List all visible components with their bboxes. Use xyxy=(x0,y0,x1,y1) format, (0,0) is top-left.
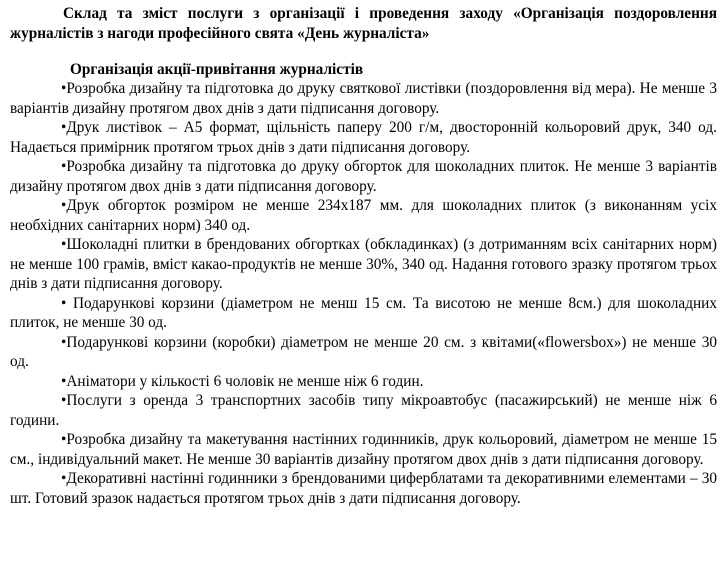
bullet-icon: • xyxy=(61,372,67,390)
list-item xyxy=(10,235,717,294)
bullet-icon: • xyxy=(61,119,67,136)
bullet-icon: • xyxy=(61,197,67,214)
list-item-text: Розробка дизайну та підготовка до друку святкової листівки (поздоровлення від мера). Не менше 3 варіантів дизайну протягом двох днів з дати підписання договору. xyxy=(10,80,717,117)
list-item-text: Послуги з оренда 3 транспортних засобів типу мікроавтобус (пасажирський) не менше ніж 6 години. xyxy=(10,392,717,429)
list-item-text: Друк листівок – А5 формат, щільність паперу 200 г/м, двосторонній кольоровий друк, 340 од. Надається примірник протягом трьох днів з дати підписання договору. xyxy=(10,119,717,156)
bullet-icon: • xyxy=(61,333,67,351)
list-item xyxy=(10,79,717,118)
list-item-text: Шоколадні плитки в брендованих обгортках (обкладинках) (з дотриманням всіх санітарних норм) не менше 100 грамів, вміст какао-продуктів не менше 30%, 340 од. Надання готового зразку протягом трьох днів з дати підписання договору. xyxy=(10,236,717,292)
list-item-text: Друк обгорток розміром не менше 234х187 мм. для шоколадних плиток (з виконанням усіх необхідних санітарних норм) 340 од. xyxy=(10,197,717,234)
list-item-text: Розробка дизайну та підготовка до друку обгорток для шоколадних плиток. Не менше 3 варіантів дизайну протягом двох днів з дати підписання договору. xyxy=(10,158,717,195)
list-item-text: Декоративні настінні годинники з брендованими циферблатами та декоративними елементами – 30 шт. Готовий зразок надається протягом трьох днів з дати підписання договору. xyxy=(10,470,717,507)
bullet-icon: • xyxy=(61,158,67,175)
list-item xyxy=(10,469,717,508)
bullet-icon: • xyxy=(61,80,67,97)
section-heading: Організація акції-привітання журналістів xyxy=(70,61,364,78)
list-item-text: Подарункові корзини (діаметром не менш 15 см. Та висотою не менше 8см.) для шоколадних плиток, не менше 30 од. xyxy=(10,294,717,331)
service-items-list xyxy=(10,79,717,508)
bullet-icon: • xyxy=(61,392,67,409)
list-item-text: Розробка дизайну та макетування настінних годинників, друк кольоровий, діаметром не менше 15 см., індивідуальний макет. Не менше 30 варіантів дизайну протягом двох днів з дати підписання договору. xyxy=(10,431,717,468)
bullet-icon: • xyxy=(61,236,67,253)
list-item xyxy=(10,118,717,157)
list-item xyxy=(10,196,717,235)
list-item-text: Подарункові корзини (коробки) діаметром не менше 20 см. з квітами(«flowersbox») не менше 30 од. xyxy=(10,333,717,370)
bullet-icon: • xyxy=(61,294,67,312)
list-item-text: Аніматори у кількості 6 чоловік не менше ніж 6 годин. xyxy=(66,372,424,390)
bullet-icon: • xyxy=(61,431,67,448)
list-item xyxy=(10,333,717,372)
list-item xyxy=(10,372,717,392)
list-item xyxy=(10,294,717,333)
list-item xyxy=(10,430,717,469)
list-item xyxy=(10,391,717,430)
list-item xyxy=(10,157,717,196)
document-title: Склад та зміст послуги з організації і проведення заходу «Організація поздоровлення журналістів з нагоди професійного свята «День журналіста» xyxy=(10,5,717,42)
bullet-icon: • xyxy=(61,470,67,487)
